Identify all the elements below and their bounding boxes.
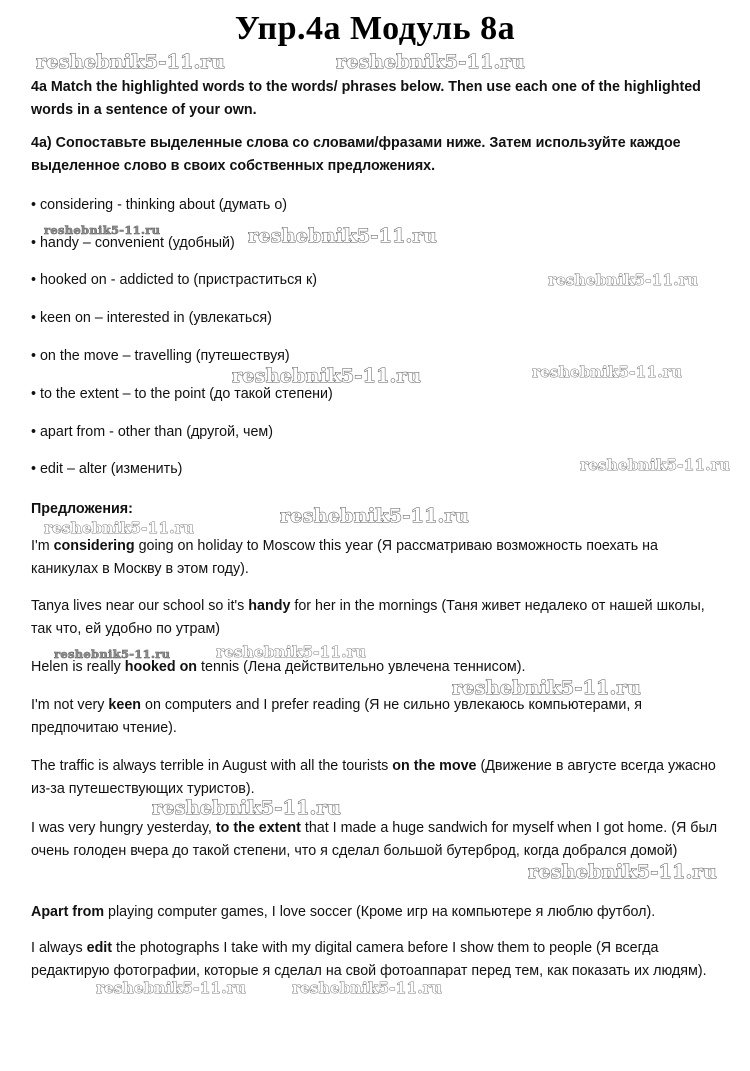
sentence: I was very hungry yesterday, to the extent that I made a huge sandwich for myself when I got home. (Я был очень голоден вчера до такой степени, что я сделал большой бутерброд, когда добрался домой) [31,820,718,859]
match-item: • hooked on - addicted to (пристраститься к) [31,272,317,288]
watermark: reshebnik5-11.ru [54,647,171,661]
watermark: reshebnik5-11.ru [232,365,421,387]
watermark: reshebnik5-11.ru [44,223,161,237]
watermark: reshebnik5-11.ru [44,519,195,537]
sentence: I'm considering going on holiday to Moscow this year (Я рассматриваю возможность поехать на каникулах в Москву в этом году). [31,538,658,577]
sentence: I always edit the photographs I take with my digital camera before I show them to people (Я всегда редактирую фотографии, которые я сделал на свой фотоаппарат перед тем, как показать их людям). [31,940,707,979]
match-item: • considering - thinking about (думать о) [31,197,288,213]
watermark: reshebnik5-11.ru [452,677,641,699]
watermark: reshebnik5-11.ru [248,225,437,247]
sentence: I'm not very keen on computers and I prefer reading (Я не сильно увлекаюсь компьютерами, я предпочитаю чтение). [31,697,643,736]
match-item: • keen on – interested in (увлекаться) [31,310,272,326]
sentence: Helen is really hooked on tennis (Лена действительно увлечена теннисом). [31,659,526,675]
watermark: reshebnik5-11.ru [528,861,717,883]
instruction-english: 4a Match the highlighted words to the words/ phrases below. Then use each one of the highlighted words in a sentence of your own. [31,79,701,118]
watermark: reshebnik5-11.ru [152,797,341,819]
instruction-russian: 4a) Сопоставьте выделенные слова со словами/фразами ниже. Затем используйте каждое выделенное слово в своих собственных предложениях. [31,135,681,174]
match-item: • edit – alter (изменить) [31,461,183,477]
sentence: The traffic is always terrible in August with all the tourists on the move (Движение в августе всегда ужасно из-за путешествующих туристов). [31,758,716,797]
watermark: reshebnik5-11.ru [280,505,469,527]
watermark: reshebnik5-11.ru [96,979,247,997]
watermark: reshebnik5-11.ru [532,363,683,381]
match-item: • handy – convenient (удобный) [31,235,235,251]
watermark: reshebnik5-11.ru [548,271,699,289]
watermark: reshebnik5-11.ru [336,51,525,73]
watermark: reshebnik5-11.ru [292,979,443,997]
match-item: • apart from - other than (другой, чем) [31,424,274,440]
sentence: Tanya lives near our school so it's handy for her in the mornings (Таня живет недалеко от нашей школы, так что, ей удобно по утрам) [31,598,705,637]
sentences-heading: Предложения: [31,501,133,517]
watermark: reshebnik5-11.ru [216,643,367,661]
page-title: Упр.4а Модуль 8а [234,10,516,47]
watermark: reshebnik5-11.ru [580,456,731,474]
watermark: reshebnik5-11.ru [36,51,225,73]
match-item: • to the extent – to the point (до такой степени) [31,386,333,402]
sentence: Apart from playing computer games, I love soccer (Кроме игр на компьютере я люблю футбол). [31,904,656,920]
match-item: • on the move – travelling (путешествуя) [31,348,290,364]
